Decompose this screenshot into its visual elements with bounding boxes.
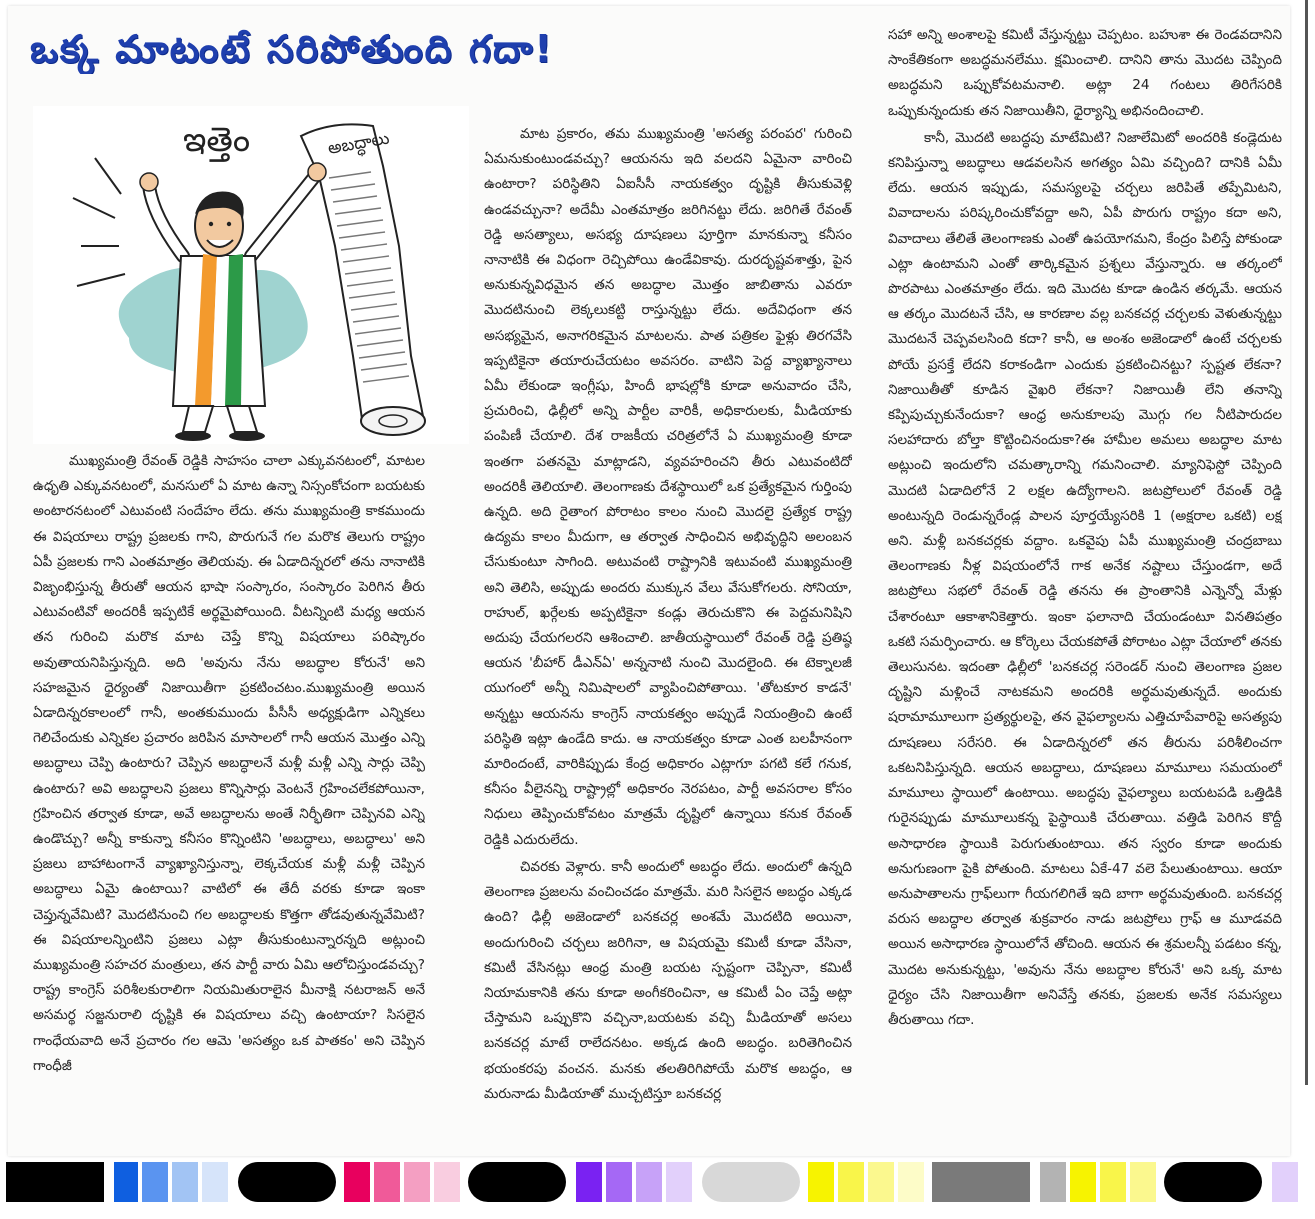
color-swatch (202, 1162, 228, 1202)
color-swatch (868, 1162, 894, 1202)
color-swatch (1130, 1162, 1156, 1202)
column-2-paragraph-2: చివరకు వెళ్లారు. కానీ అందులో అబద్ధం లేదు. అందులో ఉన్నది తెలంగాణ ప్రజలను వంచించడం మాత్రమే. మరి సిసలైన అబద్ధం ఎక్కడ ఉంది? ఢిల్లీ అజెండాలో బనకచర్ల అంశమే మొదటిది అయినా, అందుగురించి చర్చలు జరిగినా, ఆ విషయమై కమిటీ కూడా వేసినా, కమిటీ వేసినట్లు ఆంధ్ర మంత్రి బయట స్పష్టంగా చెప్పినా, కమిటీ నియామకానికి తను కూడా అంగీకరించినా, ఆ కమిటీ ఏం చెప్తే అట్లా చేస్తామని ఒప్పుకొని వచ్చినా,బయటకు వచ్చి మీడియాతో అసలు బనకచర్ల మాటే రాలేదనటం. అక్కడ ఉంది అబద్ధం. బరితెగించిన భయంకరపు వంచన. మనకు తలతిరిగిపోయే మరొక అబద్ధం, ఆ మరునాడు మీడియాతో ముచ్చటిస్తూ బనకచర్ల (484, 858, 852, 1102)
color-swatch (702, 1162, 800, 1202)
page-edge-rule (1305, 0, 1308, 1085)
printer-color-bar (0, 1162, 1315, 1202)
color-swatch (838, 1162, 864, 1202)
column-1-paragraph-1: ముఖ్యమంత్రి రేవంత్‌ రెడ్డికి సాహసం చాలా ఎక్కువనటంలో, మాటల ఉధృతి ఎక్కువనటంలో, మనసులో ఏ మాట ఉన్నా నిస్సంకోచంగా బయటకు అంటారనటంలో ఎటువంటి సందేహం లేదు. తను ముఖ్యమంత్రి కాకముందు ఈ విషయాలు రాష్ట్ర ప్రజలకు గాని, పొరుగునే గల మరొక తెలుగు రాష్ట్రం ఏపీ ప్రజలకు గాని ఎంతమాత్రం తెలియవు. ఈ ఏడాదిన్నరలో తను నానాటికి విజృంభిస్తున్న తీరుతో ఆయన భాషా సంస్కారం, సంస్కారం పెరిగిన తీరు ఎటువంటివో అందరికీ ఇప్పటికే అర్థమైపోయింది. వీటన్నింటి మధ్య ఆయన తన గురించి మరొక మాట చెప్తే కొన్ని విషయాలు పరిష్కారం అవుతాయనిపిస్తున్నది. అది 'అవును నేను అబద్ధాల కోరునే' అని సహజమైన ధైర్యంతో నిజాయితీగా ప్రకటించటం.ముఖ్యమంత్రి అయిన ఏడాదిన్నరకాలంలో గానీ, అంతకుముందు పీసీసీ అధ్యక్షుడిగా ఎన్నికలు గెలిచేందుకు ఎన్నికల ప్రచారం జరిపిన మాసాలలో గానీ ఆయన మొత్తం ఎన్ని అబద్ధాలు చెప్పి ఉంటారు? చెప్పిన అబద్ధాలనే మళ్లీ మళ్లీ ఎన్ని సార్లు చెప్పి ఉంటారు? అవి అబద్ధాలని ప్రజలు కొన్నిసార్లు వెంటనే గ్రహించలేకపోయినా, గ్రహించిన తర్వాత కూడా, అవే అబద్ధాలను అంతే నిర్భీతిగా చెప్పినవి ఎన్ని ఉండొచ్చు? అన్నీ కాకున్నా కనీసం కొన్నింటిని 'అబద్ధాలు, అబద్ధాలు' అని ప్రజలు బాహాటంగానే వ్యాఖ్యానిస్తున్నా, లెక్కచేయక మళ్లీ మళ్లీ చెప్పిన అబద్ధాలు ఏమై ఉంటాయి? వాటిలో ఈ తేదీ వరకు కూడా ఇంకా చెప్తున్నవేమిటి? మొదటినుంచి గల అబద్ధాలకు కొత్తగా తోడవుతున్నవేమిటి? ఈ విషయాలన్నింటిని ప్రజలు ఎట్లా తీసుకుంటున్నారన్నది అట్లుంచి ముఖ్యమంత్రి సహచర మంత్రులు, తన పార్టీ వారు ఏమి ఆలోచిస్తుండవచ్చు? రాష్ట్ర కాంగ్రెస్‌ పరిశీలకురాలిగా నియమితురాలైన మీనాక్షి నటరాజన్‌ అనే అసమర్థ సజ్జనురాలి దృష్టికి ఈ విషయాలు వచ్చి ఉంటాయా? సిసలైన గాంధేయవాది అనే ప్రచారం గల ఆమె 'అసత్యం ఒక పాతకం' అని చెప్పిన గాంధీజీ (33, 453, 425, 1074)
color-swatch (1040, 1162, 1066, 1202)
color-swatch (576, 1162, 602, 1202)
article-column-3 (888, 23, 1282, 1149)
color-swatch (238, 1162, 336, 1202)
color-swatch (666, 1162, 692, 1202)
color-swatch (932, 1162, 1030, 1202)
color-swatch (1100, 1162, 1126, 1202)
color-swatch (1164, 1162, 1262, 1202)
column-3-paragraph-2: కానీ, మొదటి అబద్ధపు మాటేమిటి? నిజాలేమిటో అందరికి కండ్లెదుట కనిపిస్తున్నా అబద్ధాలు ఆడవలసిన అగత్యం ఏమి వచ్చింది? దానికి ఏమీ లేదు. ఆయన ఇప్పుడు, సమస్యలపై చర్చలు జరిపితే తప్పేమిటని, వివాదాలను పరిష్కరించుకోవద్దా అని, ఏపీ పొరుగు రాష్ట్రం కదా అని, వివాదాలు తేలితే తెలంగాణకు ఎంతో ఉపయోగమని, కేంద్రం పిలిస్తే పోకుండా ఎట్లా ఉంటామని ఎంతో తార్కికమైన ప్రశ్నలు వేస్తున్నారు. ఆ తర్కంలో పొరపాటు ఎంతమాత్రం లేదు. ఇది మొదట కూడా ఉండిన తర్కమే. ఆయన ఆ తర్కం మొదటనే చేసి, ఆ కారణాల వల్ల బనకచర్ల చర్చలకు వెళుతున్నట్టు మొదటనే చెప్పవలసింది కదా? కానీ, ఆ అంశం అజెండాలో ఉంటే చర్చలకు పోయే ప్రసక్తే లేదని కరాకండిగా ఎందుకు ప్రకటించినట్టు? స్పష్టత లేకనా? నిజాయితీతో కూడిన వైఖరి లేకనా? నిజాయితీ లేని తనాన్ని కప్పిపుచ్చుకునేందుకా? ఆంధ్ర అనుకూలపు మొగ్గు గల నీటిపారుదల సలహాదారు బోల్తా కొట్టించినందుకా?ఈ హామీల అమలు అబద్ధాల మాట అట్లుంచి ఇందులోని చమత్కారాన్ని గమనించాలి. మ్యానిఫెస్టో చెప్పింది మొదటి ఏడాదిలోనే 2 లక్షల ఉద్యోగాలని. జటప్రోలులో రేవంత్‌ రెడ్డి అంటున్నది రెండున్నరేండ్ల పాలన పూర్తయ్యేసరికి 1 (అక్షరాల ఒకటి) లక్ష అని. మళ్లీ బనకచర్లకు వద్దాం. ఒకవైపు ఏపీ ముఖ్యమంత్రి చంద్రబాబు తెలంగాణకు నీళ్ల విషయంలోనే గాక అనేక నష్టాలు చేస్తుండగా, అదే జటప్రోలు సభలో రేవంత్‌ రెడ్డి తనను ఈ ప్రాంతానికి ఎన్నెన్నో మేళ్లు చేశారంటూ ఆకాశానికెత్తారు. ఇంకా ఫలానాది చేయండంటూ వినతిపత్రం ఒకటి సమర్పించారు. ఆ కోర్కెలు చేయకపోతే పోరాటం ఎట్లా చేయాలో తనకు తెలుసునట. ఇదంతా ఢిల్లీలో 'బనకచర్ల సరెండర్‌ నుంచి తెలంగాణ ప్రజల దృష్టిని మళ్లించే నాటకమని అందరికి అర్థమవుతున్నదే. అందుకు షరామామూలుగా ప్రత్యర్థులపై, తన వైఫల్యాలను ఎత్తిచూపేవారిపై అసత్యపు దూషణలు సరేసరి. ఈ ఏడాదిన్నరలో తన తీరును పరిశీలించగా ఒకటనిపిస్తున్నది. ఆయన అబద్ధాలు, దూషణలు మామూలు సమయంలో మామూలు స్థాయిలో ఉంటాయి. అబద్ధపు వైఫల్యాలు బయటపడి ఒత్తిడికి గురైనప్పుడు మామూలుకన్న పైస్థాయికి చేరుతాయి. వత్తిడి పెరిగిన కొద్దీ అసాధారణ స్థాయికి పెరుగుతుంటాయి. తన స్వరం కూడా అందుకు అనుగుణంగా పైకి పోతుంది. మాటలు ఏకే-47 వలె పేలుతుంటాయి. ఆయా అనుపాతాలను గ్రాఫ్‌లుగా గీయగలిగితే ఇది బాగా అర్థమవుతుంది. బనకచర్ల వరుస అబద్ధాల తర్వాత శుక్రవారం నాడు జటప్రోలు గ్రాఫ్‌ ఆ మూడవది అయిన అసాధారణ స్థాయిలోనే తోచింది. ఆయన ఈ శ్రమలన్నీ పడటం కన్న, మొదట అనుకున్నట్టు, 'అవును నేను అబద్ధాల కోరునే' అని ఒక్క మాట ధైర్యం చేసి నిజాయితీగా అనివేస్తే తనకు, ప్రజలకు అనేక సమస్యలు తీరుతాయి గదా. (888, 129, 1282, 1028)
column-3-paragraph-1: సహా అన్ని అంశాలపై కమిటీ వేస్తున్నట్టు చెప్పటం. బహుశా ఈ రెండవదానిని సాంకేతికంగా అబద్ధమనలేము. క్షమించాలి. దానిని తాను మొదట చెప్పింది అబద్ధమని ఒప్పుకోవటమనాలి. అట్లా 24 గంటలు తిరిగేసరికి ఒప్పుకున్నందుకు తన నిజాయితీని, ధైర్యాన్ని అభినందించాలి. (888, 27, 1282, 119)
color-swatch (1070, 1162, 1096, 1202)
color-swatch (808, 1162, 834, 1202)
color-swatch (172, 1162, 198, 1202)
column-2-paragraph-1: మాట ప్రకారం, తమ ముఖ్యమంత్రి 'అసత్య పరంపర' గురించి ఏమనుకుంటుండవచ్చు? ఆయనను ఇది వలదని ఏమైనా వారించి ఉంటారా? పరిస్థితిని ఏఐసీసీ నాయకత్వం దృష్టికి తీసుకువెళ్లి ఉండవచ్చునా? అదేమీ ఎంతమాత్రం జరిగినట్టు లేదు. జరిగితే రేవంత్‌ రెడ్డి అసత్యాలు, అసభ్య దూషణలు పూర్తిగా మానకున్నా కనీసం నానాటికి ఈ విధంగా రెచ్చిపోయి ఉండేవికావు. దురదృష్టవశాత్తు, పైన అనుకున్నవిధమైన తన అబద్ధాల మొత్తం జాబితాను ఎవరూ మొదటినుంచి లెక్కలుకట్టి రాస్తున్నట్టు లేదు. అదేవిధంగా తన అసభ్యమైన, అనాగరికమైన మాటలను. పాత పత్రికల ఫైళ్లు తిరగవేసి ఇప్పటికైనా తయారుచేయటం అవసరం. వాటిని పెద్ద వ్యాఖ్యానాలు ఏమీ లేకుండా ఇంగ్లీషు, హిందీ భాషల్లోకి కూడా అనువాదం చేసి, ప్రచురించి, ఢిల్లీలో అన్ని పార్టీల వారికీ, అధికారులకు, మీడియాకు పంపిణీ చేయాలి. దేశ రాజకీయ చరిత్రలోనే ఏ ముఖ్యమంత్రి కూడా ఇంతగా పతనమై మాట్లాడని, వ్యవహరించని తీరు ఎటువంటిదో అందరికీ తెలియాలి. తెలంగాణకు దేశస్థాయిలో ఒక ప్రత్యేకమైన గుర్తింపు ఉన్నది. అది రైతాంగ పోరాటం కాలం నుంచి మొదలై ప్రత్యేక రాష్ట్ర ఉద్యమ కాలం మీదుగా, ఆ తర్వాత సాధించిన అభివృద్ధిని అలంబన చేసుకుంటూ సాగింది. అటువంటి రాష్ట్రానికి ఇటువంటి ముఖ్యమంత్రి అని తెలిసి, అప్పుడు అందరు ముక్కున వేలు వేసుకోగలరు. సోనియా, రాహుల్‌, ఖర్గేలకు అప్పటికైనా కండ్లు తెరుచుకొని ఈ పెద్దమనిషిని అదుపు చేయగలరని ఆశించాలి. జాతీయస్థాయిలో రేవంత్‌ రెడ్డి ప్రతిష్ఠ ఆయన 'బీహార్‌ డీఎన్‌ఏ' అన్ననాటి నుంచి మొదలైంది. ఈ టెక్నాలజీ యుగంలో అన్నీ నిమిషాలలో వ్యాపించిపోతాయి. 'తోటకూర కాడనే' అన్నట్టు ఆయనను కాంగ్రెస్‌ నాయకత్వం అప్పుడే నియంత్రించి ఉంటే పరిస్థితి ఇట్లా ఉండేది కాదు. ఆ నాయకత్వం కూడా ఎంత బలహీనంగా మారిందంటే, వారికిప్పుడు కేంద్ర అధికారం ఎట్లాగూ పగటి కలే గనుక, కనీసం వీలైనన్ని రాష్ట్రాల్లో అధికారం నెరపటం, పార్టీ అవసరాల కోసం నిధులు తెప్పించుకోవటం మాత్రమే దృష్టిలో ఉన్నాయి కనుక రేవంత్‌ రెడ్డికి ఎదురులేదు. (484, 126, 852, 848)
color-swatch (1272, 1162, 1298, 1202)
article-column-2 (484, 122, 852, 1150)
headline: ఒక్క మాటంటే సరిపోతుంది గదా! (30, 27, 554, 71)
article-column-1 (33, 449, 425, 1149)
color-swatch (468, 1162, 566, 1202)
color-swatch (114, 1162, 138, 1202)
color-swatch (434, 1162, 460, 1202)
editorial-cartoon (33, 106, 469, 444)
color-swatch (374, 1162, 400, 1202)
motion-lines (73, 158, 125, 286)
color-swatch (898, 1162, 924, 1202)
scroll-heading: అబద్ధాలు (326, 128, 391, 159)
color-swatch (142, 1162, 168, 1202)
color-swatch (6, 1162, 104, 1202)
color-swatch (636, 1162, 662, 1202)
cartoon-illustration (33, 106, 469, 444)
color-swatch (606, 1162, 632, 1202)
newspaper-page (8, 6, 1290, 1156)
color-swatch (344, 1162, 370, 1202)
speech-squiggle: ఇత్తెం (183, 120, 251, 160)
color-swatch (404, 1162, 430, 1202)
